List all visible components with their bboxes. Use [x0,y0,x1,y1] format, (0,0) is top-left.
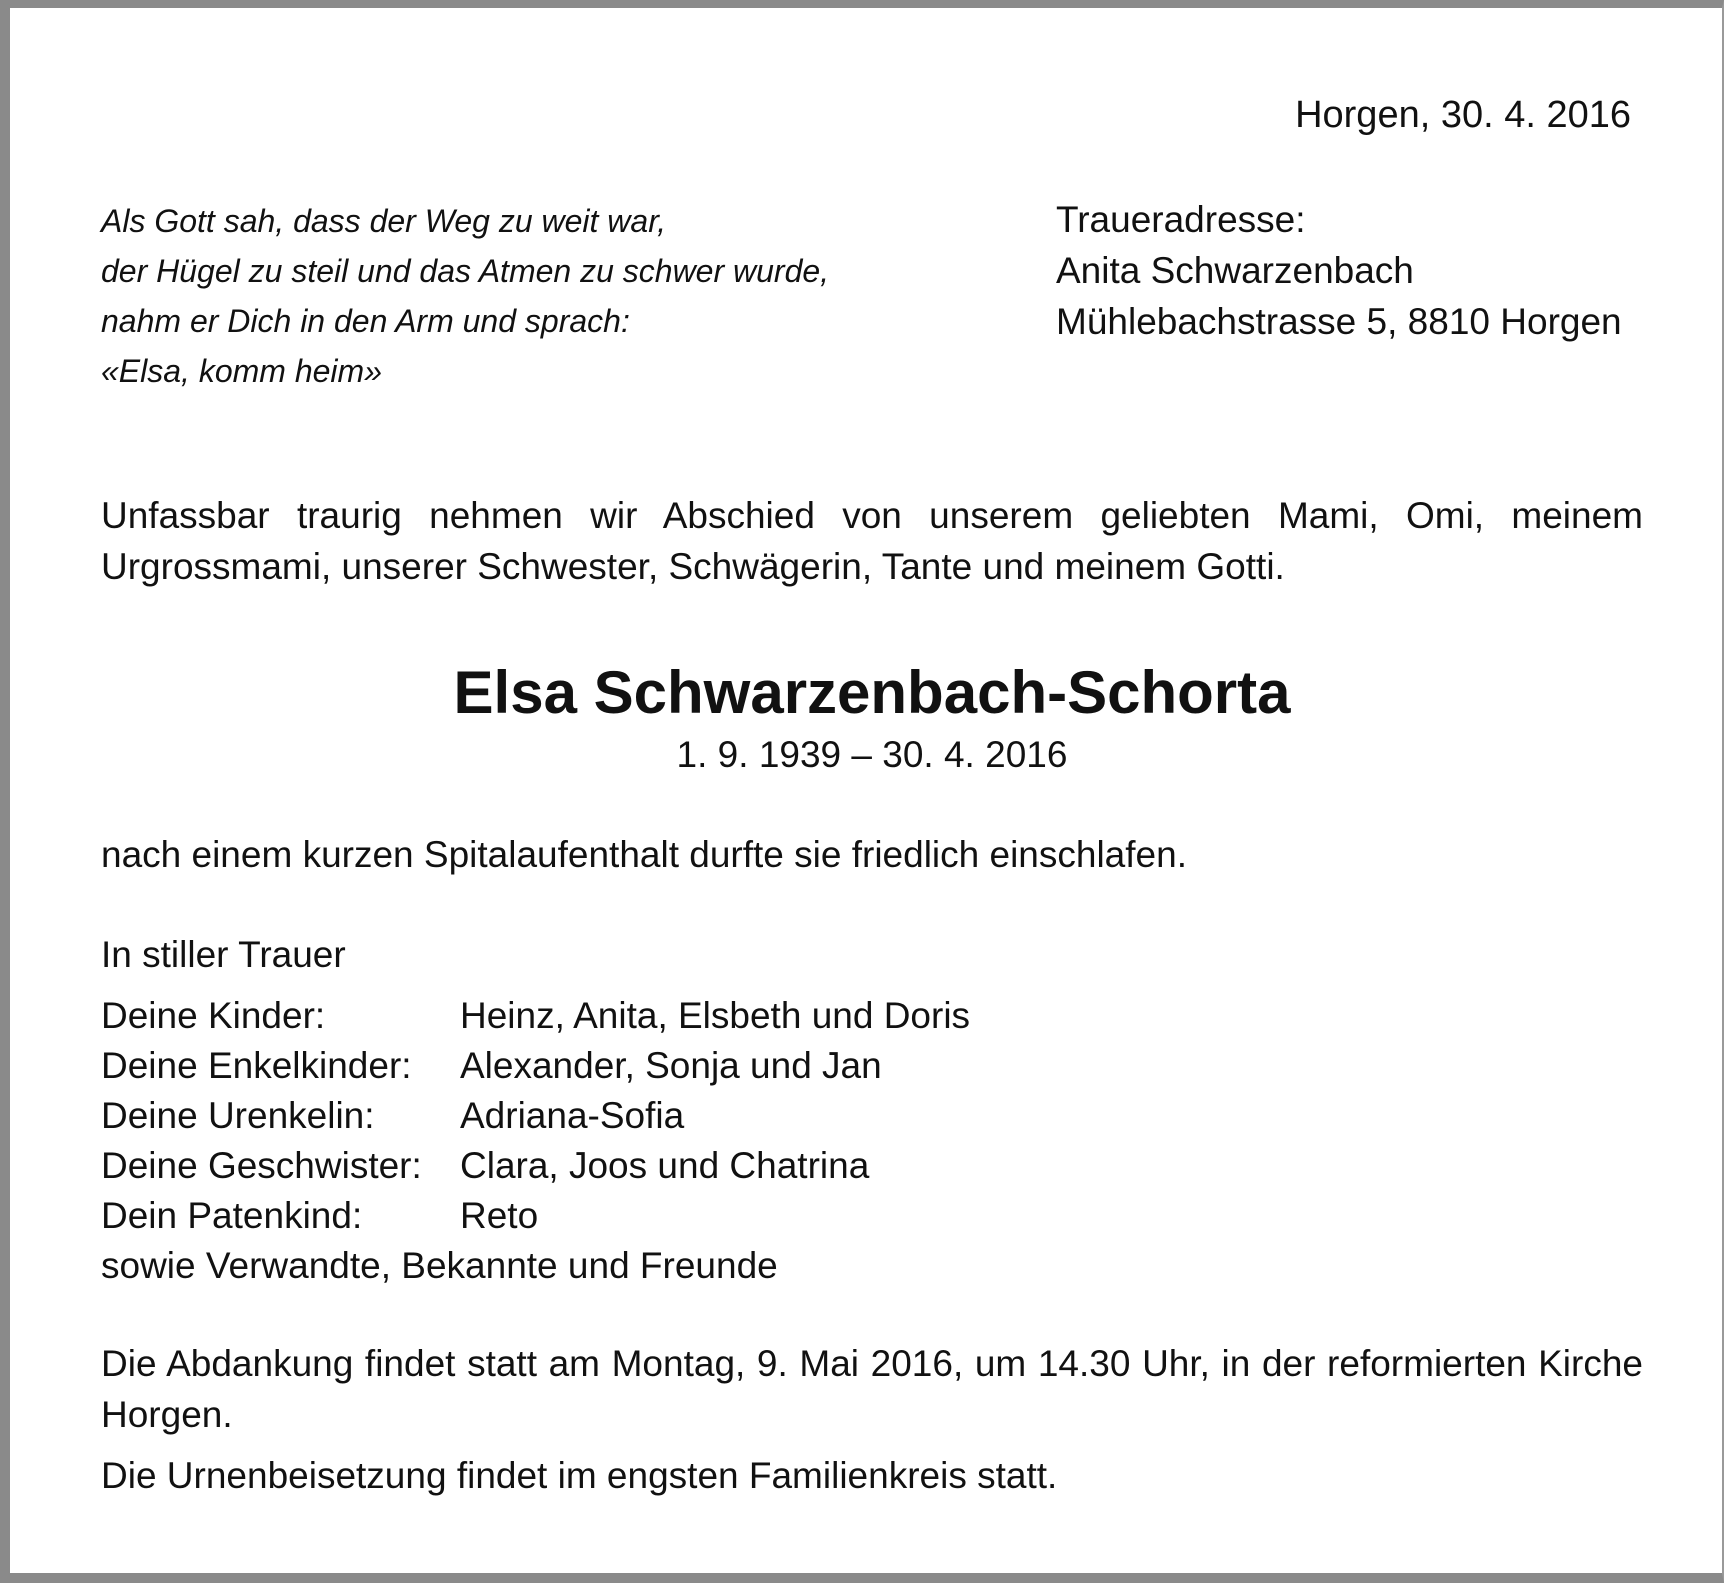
intro-paragraph: Unfassbar traurig nehmen wir Abschied von unserem geliebten Mami, Omi, meinem Urgrossmami, unserer Schwester, Schwägerin, Tante und meinem Gotti. [101,495,1643,587]
burial-paragraph: Die Urnenbeisetzung findet im engsten Familienkreis statt. [101,1455,1058,1496]
deceased-name: Elsa Schwarzenbach-Schorta [453,659,1291,726]
relatives-names: Reto [460,1195,539,1236]
relatives-row [101,991,970,1041]
others-line: sowie Verwandte, Bekannte und Freunde [101,1245,778,1286]
poem [101,196,829,396]
relatives-names: Alexander, Sonja und Jan [460,1045,882,1086]
address-street-city: Mühlebachstrasse 5, 8810 Horgen [1056,301,1622,342]
relatives-names: Adriana-Sofia [460,1095,685,1136]
relatives-label: Deine Urenkelin: [101,1095,375,1136]
place-date: Horgen, 30. 4. 2016 [1295,94,1631,136]
deceased-lifespan: 1. 9. 1939 – 30. 4. 2016 [676,734,1068,775]
poem-line: Als Gott sah, dass der Weg zu weit war, [101,203,666,239]
relatives-row [101,1191,970,1241]
poem-line: nahm er Dich in den Arm und sprach: [101,303,630,339]
address-name: Anita Schwarzenbach [1056,250,1414,291]
service-paragraph: Die Abdankung findet statt am Montag, 9. Mai 2016, um 14.30 Uhr, in der reformierten Kirche Horgen. [101,1343,1643,1435]
mourning-heading: In stiller Trauer [101,934,346,975]
relatives-row [101,1141,970,1191]
relatives-row [101,1091,970,1141]
relatives-label: Deine Enkelkinder: [101,1045,412,1086]
relatives-names: Heinz, Anita, Elsbeth und Doris [460,995,971,1036]
relatives-label: Deine Geschwister: [101,1145,422,1186]
passing-text: nach einem kurzen Spitalaufenthalt durfte sie friedlich einschlafen. [101,834,1187,875]
relatives-names: Clara, Joos und Chatrina [460,1145,870,1186]
poem-line: «Elsa, komm heim» [101,353,382,389]
mourning-address [1056,194,1622,347]
address-label: Traueradresse: [1056,199,1306,240]
poem-line: der Hügel zu steil und das Atmen zu schwer wurde, [101,253,830,289]
relatives-row [101,1041,970,1091]
relatives-label: Dein Patenkind: [101,1195,363,1236]
relatives-label: Deine Kinder: [101,995,326,1036]
relatives-list [101,991,970,1241]
